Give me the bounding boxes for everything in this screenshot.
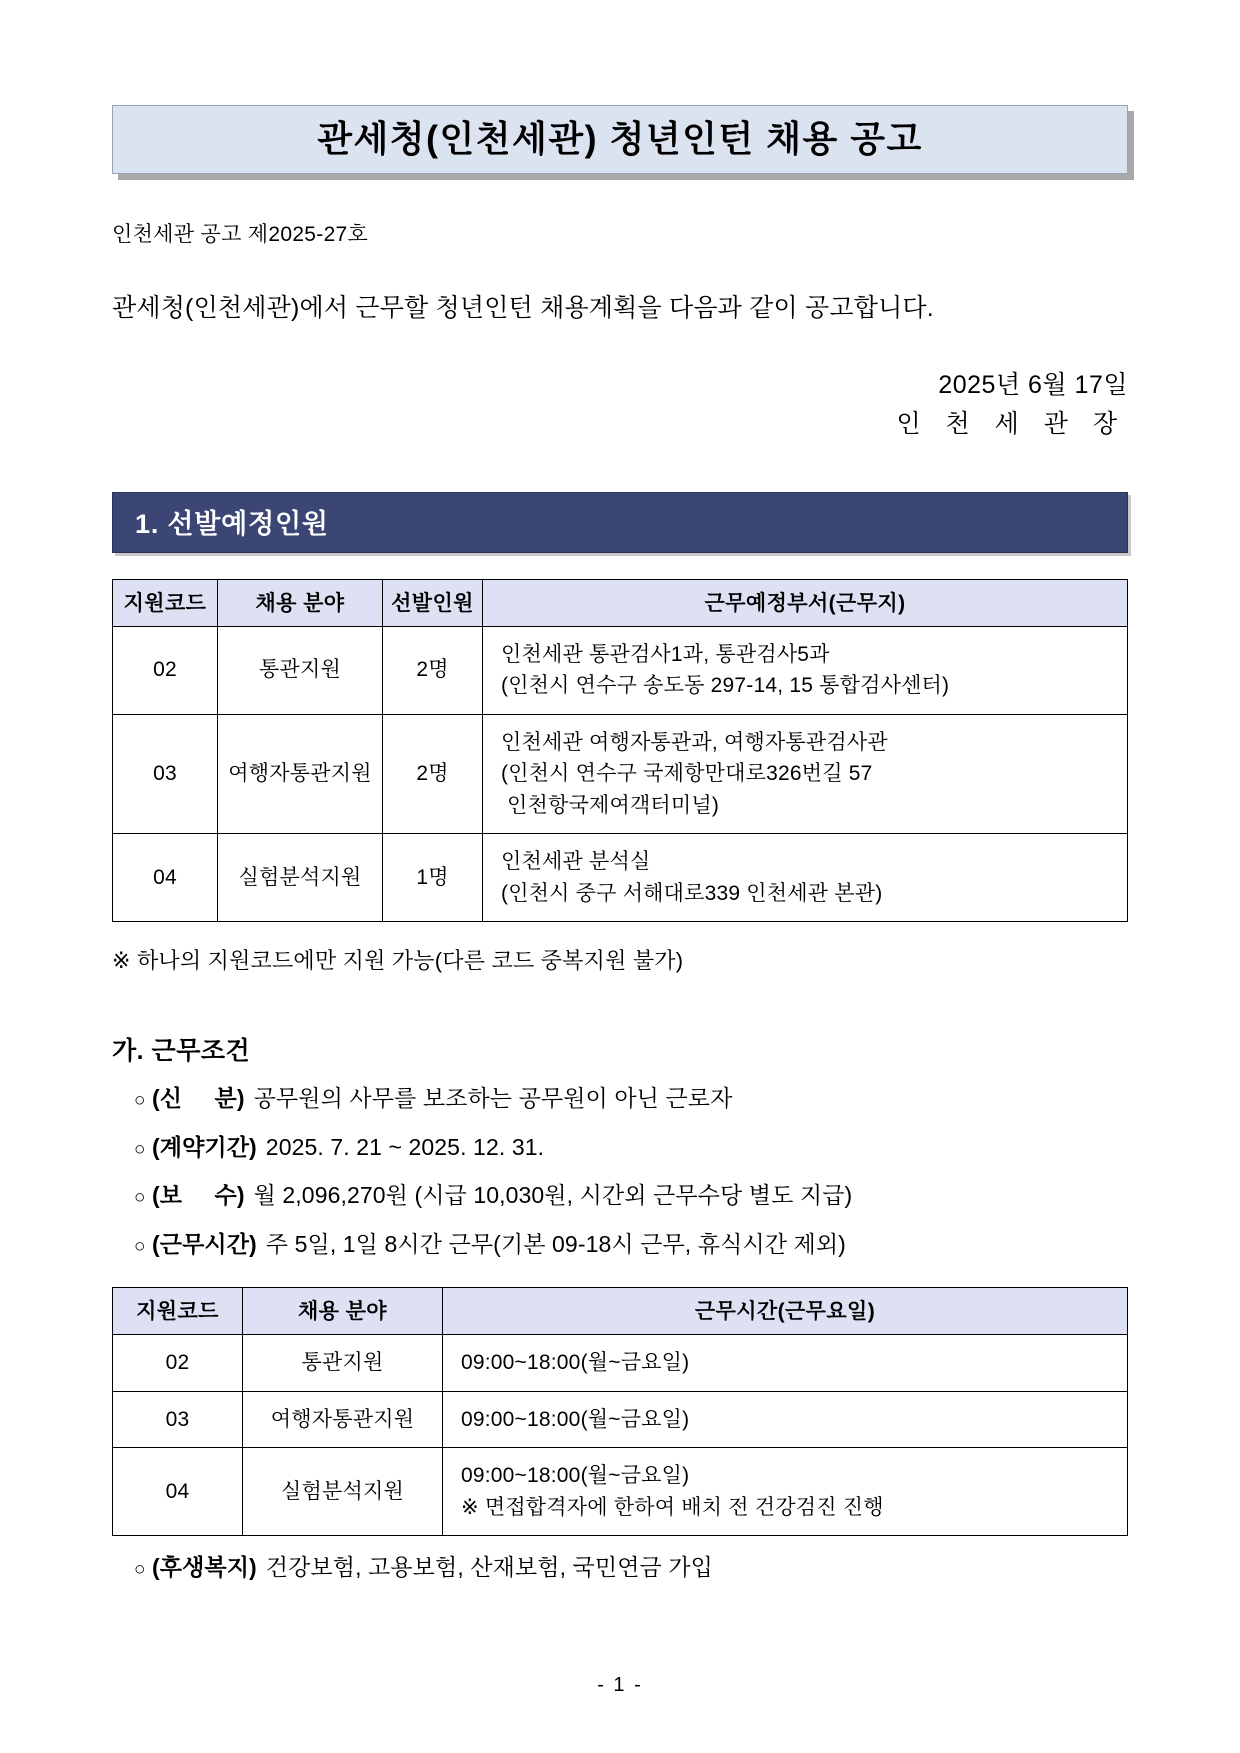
section-heading-1: 1. 선발예정인원	[112, 492, 1128, 553]
list-item	[112, 1227, 1128, 1262]
cell-hours	[443, 1335, 1128, 1392]
column-header-hours: 근무시간(근무요일)	[443, 1288, 1128, 1335]
table-row	[113, 1391, 1128, 1448]
document-title-banner	[112, 105, 1128, 174]
cell-workplace	[483, 626, 1128, 714]
item-body: 월 2,096,270원 (시급 10,030원, 시간외 근무수당 별도 지급)	[253, 1182, 853, 1209]
column-header-field: 채용 분야	[243, 1288, 443, 1335]
cell-code: 03	[113, 714, 218, 834]
workplace-line: (인천시 연수구 국제항만대로326번길 57	[501, 762, 873, 786]
cell-workplace	[483, 714, 1128, 834]
bullet-marker-icon: ○	[134, 1235, 146, 1257]
item-label: (근무시간)	[152, 1230, 257, 1257]
cell-field: 통관지원	[218, 626, 383, 714]
list-item	[112, 1130, 1128, 1165]
list-item	[112, 1550, 1128, 1585]
cell-field: 실험분석지원	[243, 1448, 443, 1536]
hours-line: 09:00~18:00(월~금요일)	[461, 1351, 690, 1375]
table-row	[113, 834, 1128, 922]
cell-field: 여행자통관지원	[243, 1391, 443, 1448]
table-header-row	[113, 1288, 1128, 1335]
selection-note: ※ 하나의 지원코드에만 지원 가능(다른 코드 중복지원 불가)	[112, 948, 684, 974]
bullet-marker-icon: ○	[134, 1187, 146, 1209]
column-header-count: 선발인원	[383, 579, 483, 626]
cell-code: 02	[113, 1335, 243, 1392]
intro-paragraph: 관세청(인천세관)에서 근무할 청년인턴 채용계획을 다음과 같이 공고합니다.	[112, 293, 934, 322]
item-label: (후생복지)	[152, 1554, 257, 1581]
column-header-code: 지원코드	[113, 579, 218, 626]
sign-office: 인 천 세 관 장	[896, 409, 1126, 438]
workplace-line: 인천세관 통관검사1과, 통관검사5과	[501, 642, 830, 666]
item-body: 주 5일, 1일 8시간 근무(기본 09-18시 근무, 휴식시간 제외)	[265, 1230, 846, 1257]
cell-hours	[443, 1391, 1128, 1448]
cell-workplace	[483, 834, 1128, 922]
list-item	[112, 1081, 1128, 1116]
cell-code: 03	[113, 1391, 243, 1448]
cell-code: 04	[113, 834, 218, 922]
notice-number: 인천세관 공고 제2025-27호	[112, 223, 369, 247]
cell-field: 실험분석지원	[218, 834, 383, 922]
bullet-marker-icon: ○	[134, 1138, 146, 1160]
signature-block	[112, 366, 1128, 444]
list-item	[112, 1178, 1128, 1213]
cell-code: 04	[113, 1448, 243, 1536]
cell-count: 2명	[383, 714, 483, 834]
item-label: (보 수)	[152, 1182, 245, 1209]
hours-line: 09:00~18:00(월~금요일)	[461, 1407, 690, 1431]
table-row	[113, 1448, 1128, 1536]
cell-field: 통관지원	[243, 1335, 443, 1392]
page-number-footer: - 1 -	[597, 1674, 643, 1696]
item-label: (신 분)	[152, 1085, 245, 1112]
table-header-row	[113, 579, 1128, 626]
cell-field: 여행자통관지원	[218, 714, 383, 834]
column-header-field: 채용 분야	[218, 579, 383, 626]
hours-line: 09:00~18:00(월~금요일)	[461, 1464, 690, 1488]
workplace-line: (인천시 연수구 송도동 297-14, 15 통합검사센터)	[501, 674, 950, 698]
cell-count: 2명	[383, 626, 483, 714]
cell-hours	[443, 1448, 1128, 1536]
item-body: 2025. 7. 21 ~ 2025. 12. 31.	[265, 1133, 545, 1160]
bullet-marker-icon: ○	[134, 1559, 146, 1581]
cell-count: 1명	[383, 834, 483, 922]
table-row	[113, 1335, 1128, 1392]
working-hours-table	[112, 1287, 1128, 1536]
column-header-workplace: 근무예정부서(근무지)	[483, 579, 1128, 626]
selection-plan-table	[112, 579, 1128, 923]
column-header-code: 지원코드	[113, 1288, 243, 1335]
workplace-line: 인천세관 여행자통관과, 여행자통관검사관	[501, 730, 888, 754]
welfare-list	[112, 1550, 1128, 1585]
table-row	[113, 714, 1128, 834]
item-label: (계약기간)	[152, 1133, 257, 1160]
table-row	[113, 626, 1128, 714]
hours-note-line: ※ 면접합격자에 한하여 배치 전 건강검진 진행	[461, 1495, 884, 1519]
item-body: 건강보험, 고용보험, 산재보험, 국민연금 가입	[265, 1554, 713, 1581]
page-title: 관세청(인천세관) 청년인턴 채용 공고	[317, 118, 923, 159]
subsection-heading-work-conditions: 가. 근무조건	[112, 1037, 251, 1066]
workplace-line: 인천항국제여객터미널)	[501, 793, 720, 817]
item-body: 공무원의 사무를 보조하는 공무원이 아닌 근로자	[253, 1085, 733, 1112]
work-conditions-list	[112, 1081, 1128, 1261]
workplace-line: (인천시 중구 서해대로339 인천세관 본관)	[501, 881, 883, 905]
sign-date: 2025년 6월 17일	[938, 371, 1128, 400]
bullet-marker-icon: ○	[134, 1090, 146, 1112]
cell-code: 02	[113, 626, 218, 714]
workplace-line: 인천세관 분석실	[501, 850, 651, 874]
